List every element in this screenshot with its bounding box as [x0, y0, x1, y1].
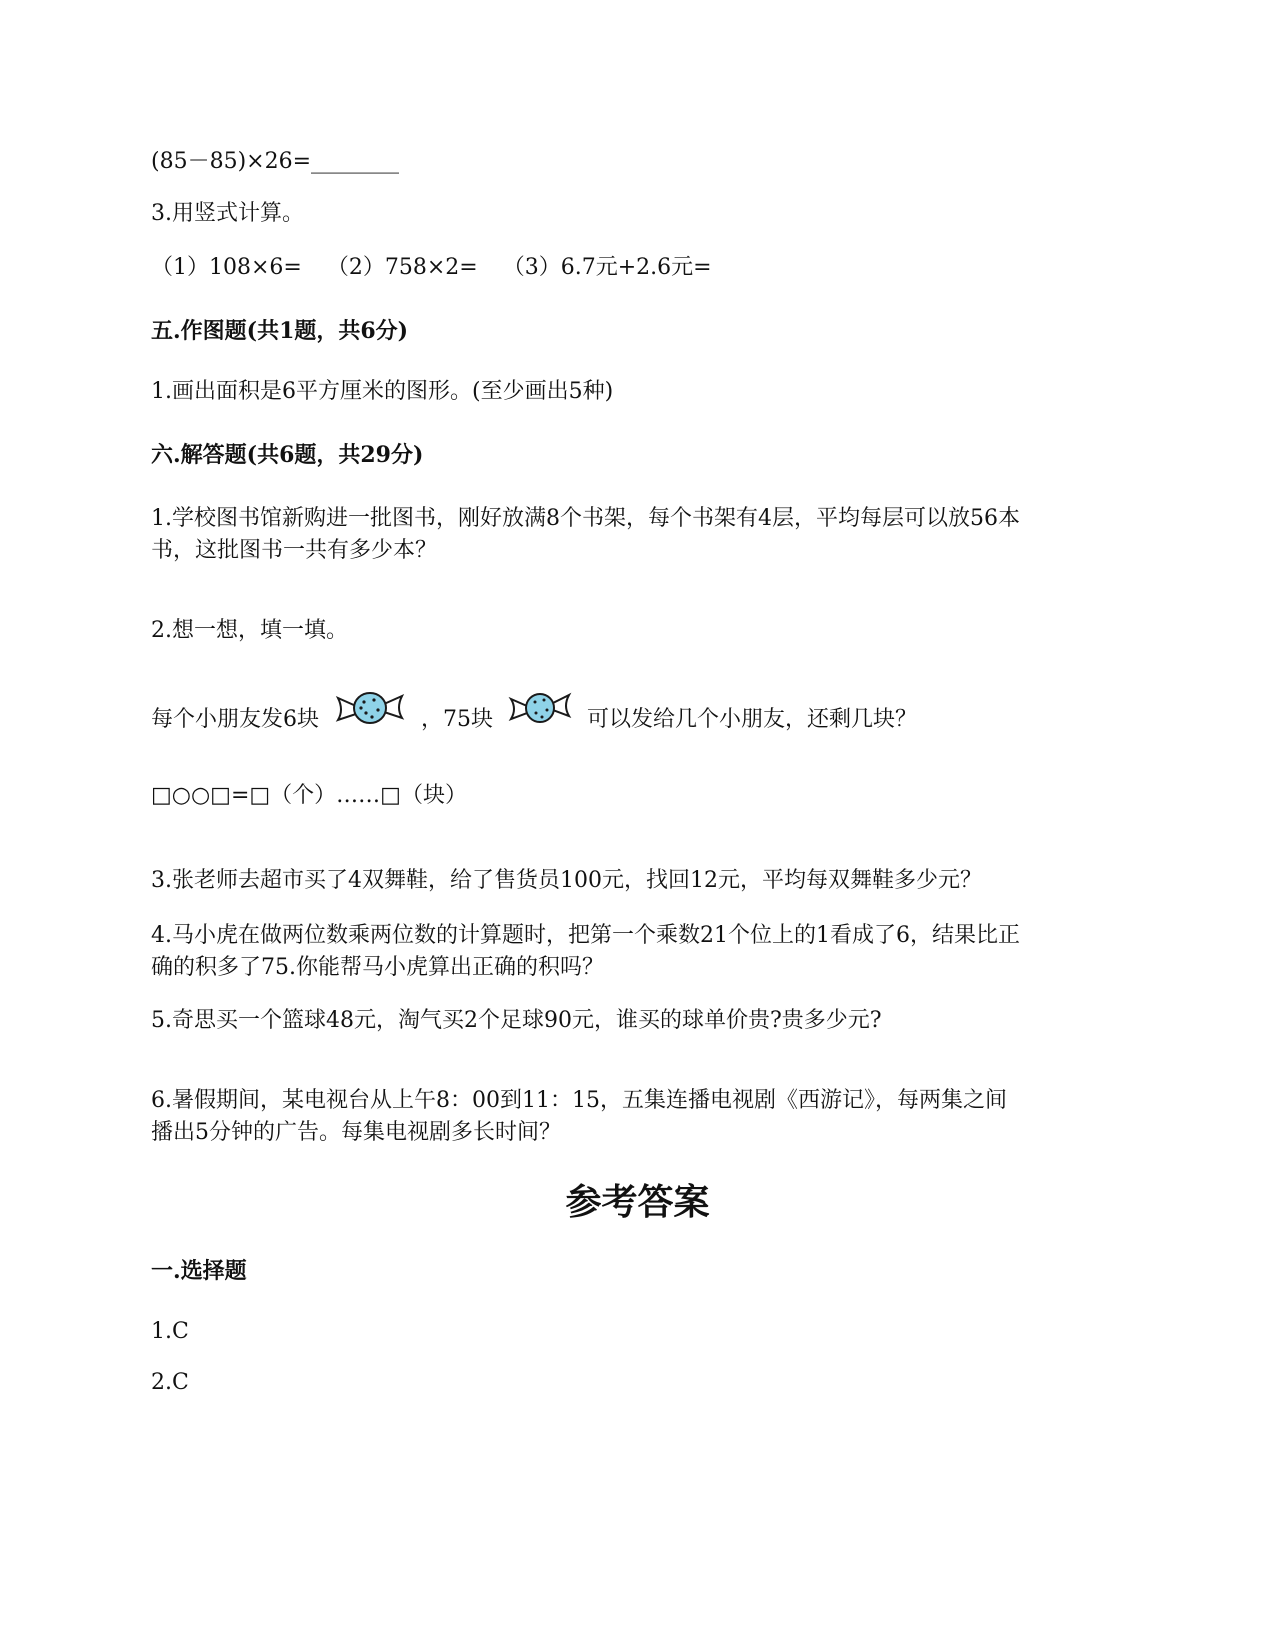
- section-6-question-6-line-2: 播出5分钟的广告。每集电视剧多长时间？: [151, 1120, 561, 1145]
- candy-icon: [334, 686, 406, 754]
- answer-item-2: 2.C: [151, 1370, 189, 1395]
- section-6-heading: 六.解答题(共6题，共29分): [151, 442, 424, 468]
- question-2-part-1: 每个小朋友发6块: [151, 707, 319, 732]
- section-5-question-1: 1.画出面积是6平方厘米的图形。(至少画出5种): [151, 379, 614, 404]
- candy-icon: [508, 687, 572, 753]
- question-3-item-1: （1）108×6=: [151, 255, 302, 280]
- section-6-question-1-line-2: 书，这批图书一共有多少本？: [151, 538, 438, 563]
- section-6-question-2-text: [151, 686, 917, 754]
- section-6-question-2-title: 2.想一想，填一填。: [151, 618, 348, 643]
- answer-key-title: 参考答案: [565, 1181, 710, 1223]
- section-6-question-6-line-1: 6.暑假期间，某电视台从上午8：00到11：15，五集连播电视剧《西游记》，每两集之间: [151, 1088, 1007, 1113]
- question-2-part-3: 可以发给几个小朋友，还剩几块？: [587, 707, 918, 732]
- section-6-question-4-line-2: 确的积多了75.你能帮马小虎算出正确的积吗？: [151, 955, 604, 980]
- question-3-title: 3.用竖式计算。: [151, 201, 304, 226]
- section-6-question-1-line-1: 1.学校图书馆新购进一批图书，刚好放满8个书架，每个书架有4层，平均每层可以放56本: [151, 506, 1020, 531]
- section-6-question-3: 3.张老师去超市买了4双舞鞋，给了售货员100元，找回12元，平均每双舞鞋多少元？: [151, 868, 982, 893]
- section-6-question-4-line-1: 4.马小虎在做两位数乘两位数的计算题时，把第一个乘数21个位上的1看成了6，结果比正: [151, 923, 1020, 948]
- question-2-part-2: ，75块: [421, 707, 493, 732]
- expression-line: (85－85)×26=________: [151, 149, 400, 174]
- question-3-item-3: （3）6.7元+2.6元=: [502, 255, 712, 280]
- section-6-question-5: 5.奇思买一个篮球48元，淘气买2个足球90元，谁买的球单价贵?贵多少元?: [151, 1008, 882, 1033]
- section-6-question-2-formula: □○○□=□（个）……□（块）: [151, 783, 467, 808]
- answer-section-1-heading: 一.选择题: [151, 1258, 247, 1284]
- question-3-items: [151, 252, 730, 284]
- section-5-heading: 五.作图题(共1题，共6分): [151, 318, 409, 344]
- question-3-item-2: （2）758×2=: [326, 255, 478, 280]
- answer-item-1: 1.C: [151, 1319, 189, 1344]
